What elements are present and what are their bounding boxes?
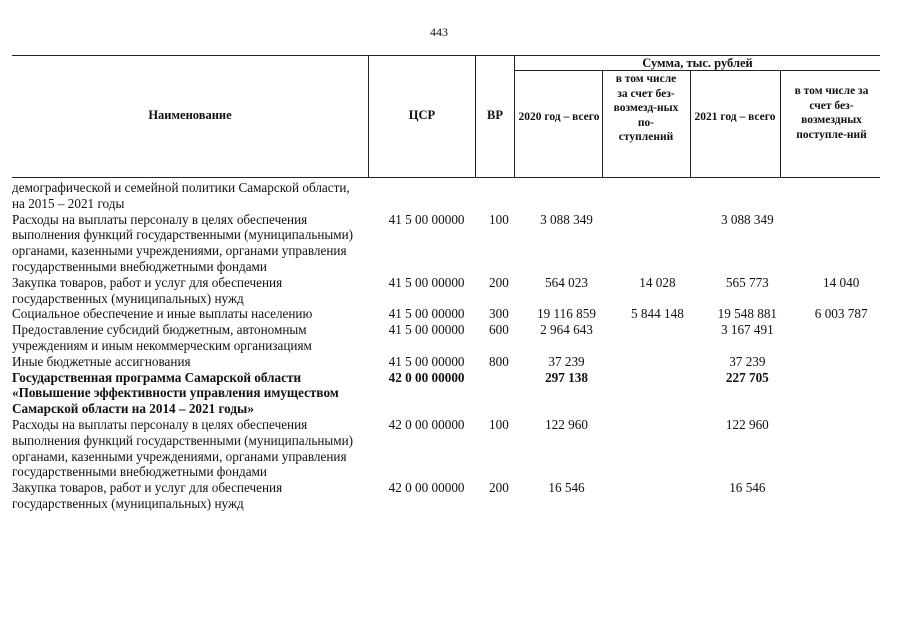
row-2020-total: 3 088 349 xyxy=(540,211,593,227)
table-row xyxy=(12,275,892,307)
row-csr: 41 5 00 00000 xyxy=(388,274,465,290)
row-vr: 200 xyxy=(489,274,509,290)
row-2021-total xyxy=(704,180,790,212)
col-header-sum-group: Сумма, тыс. рублей xyxy=(642,56,753,70)
row-name: Социальное обеспечение и иные выплаты населению xyxy=(12,306,313,322)
row-vr xyxy=(481,180,516,212)
row-2021-total: 19 548 881 xyxy=(717,306,777,322)
row-csr xyxy=(372,180,481,212)
row-2021-gratuitous xyxy=(790,354,892,370)
row-2020-total: 37 239 xyxy=(548,353,585,369)
row-2021-gratuitous xyxy=(790,370,892,417)
row-name: Предоставление субсидий бюджетным, автономным учреждениям и иным некоммерческим организациям xyxy=(12,322,312,353)
header-divider xyxy=(514,55,515,177)
col-header-2020-total: 2020 год – всего xyxy=(518,111,600,123)
row-name: демографической и семейной политики Самарской области, на 2015 – 2021 годы xyxy=(12,180,350,211)
row-2020-total: 297 138 xyxy=(545,369,588,385)
table-row xyxy=(12,306,892,322)
row-vr: 300 xyxy=(489,306,509,322)
row-csr: 42 0 00 00000 xyxy=(388,416,465,432)
col-header-name: Наименование xyxy=(148,108,232,122)
header-divider xyxy=(780,70,781,177)
row-2020-total: 2 964 643 xyxy=(540,322,593,338)
col-header-2021-gratuitous: в том числе за счет без-возмездных поступле-ний xyxy=(794,85,869,141)
row-2020-gratuitous xyxy=(610,417,704,480)
row-2020-gratuitous xyxy=(610,370,704,417)
row-2020-gratuitous xyxy=(610,354,704,370)
row-2021-gratuitous xyxy=(790,480,892,512)
row-2021-total: 565 773 xyxy=(725,274,769,290)
row-name: Расходы на выплаты персоналу в целях обеспечения выполнения функций государственными (муниципальными) органами, казенными учреждениями, органами управления государственными внебюджетными фондами xyxy=(12,416,354,480)
row-2021-total: 122 960 xyxy=(725,416,769,432)
row-csr: 41 5 00 00000 xyxy=(388,211,465,227)
table-row xyxy=(12,370,892,417)
row-csr: 41 5 00 00000 xyxy=(388,353,465,369)
row-2020-gratuitous: 14 028 xyxy=(639,274,676,290)
table-row xyxy=(12,480,892,512)
table-row xyxy=(12,417,892,480)
row-vr: 200 xyxy=(489,480,509,496)
row-2020-total xyxy=(517,180,611,212)
header-divider xyxy=(690,70,691,177)
row-2021-gratuitous xyxy=(790,322,892,354)
row-csr: 42 0 00 00000 xyxy=(388,369,465,385)
row-name: Государственная программа Самарской области «Повышение эффективности управления имуществом Самарской области на 2014 – 2021 годы» xyxy=(12,369,339,417)
col-header-2021-total: 2021 год – всего xyxy=(694,111,776,123)
table-row xyxy=(12,180,892,212)
row-2021-total: 3 088 349 xyxy=(720,211,774,227)
row-name: Закупка товаров, работ и услуг для обеспечения государственных (муниципальных) нужд xyxy=(12,274,283,306)
row-2020-gratuitous: 5 844 148 xyxy=(631,306,684,322)
header-divider xyxy=(602,70,603,177)
row-vr: 600 xyxy=(489,322,509,338)
row-vr: 800 xyxy=(489,353,509,369)
row-2021-gratuitous xyxy=(790,417,892,480)
page-number: 443 xyxy=(430,25,448,39)
table-body xyxy=(12,180,892,512)
row-csr: 41 5 00 00000 xyxy=(388,322,465,338)
row-2020-gratuitous xyxy=(610,212,704,275)
row-name: Закупка товаров, работ и услуг для обеспечения государственных (муниципальных) нужд xyxy=(12,480,283,511)
row-vr xyxy=(481,370,516,417)
table-row xyxy=(12,212,892,275)
row-csr: 41 5 00 00000 xyxy=(388,306,465,322)
row-2020-gratuitous xyxy=(610,322,704,354)
row-2021-gratuitous: 6 003 787 xyxy=(814,306,868,322)
row-2021-total: 16 546 xyxy=(729,480,766,496)
row-vr: 100 xyxy=(489,416,509,432)
row-2021-gratuitous: 14 040 xyxy=(823,274,860,290)
row-2021-gratuitous xyxy=(790,212,892,275)
row-2020-total: 564 023 xyxy=(545,274,588,290)
row-2020-total: 122 960 xyxy=(545,416,588,432)
col-header-vr: ВР xyxy=(487,108,503,122)
row-2021-total: 37 239 xyxy=(729,353,766,369)
header-bottom-rule xyxy=(12,177,880,178)
row-2021-total: 227 705 xyxy=(725,369,769,385)
row-2020-gratuitous xyxy=(610,180,704,212)
row-2020-total: 19 116 859 xyxy=(537,306,596,322)
row-name: Расходы на выплаты персоналу в целях обеспечения выполнения функций государственными (муниципальными) органами, казенными учреждениями, органами управления государственными внебюджетными фондами xyxy=(12,211,354,274)
col-header-csr: ЦСР xyxy=(408,108,436,122)
row-vr: 100 xyxy=(489,211,509,227)
table-row xyxy=(12,322,892,354)
row-2020-gratuitous xyxy=(610,480,704,512)
row-2020-total: 16 546 xyxy=(548,480,585,496)
row-2021-total: 3 167 491 xyxy=(720,322,774,338)
row-name: Иные бюджетные ассигнования xyxy=(12,353,191,369)
col-header-2020-gratuitous: в том числе за счет без-возмезд-ных по-ступлений xyxy=(613,73,679,143)
table-row xyxy=(12,354,892,370)
row-2021-gratuitous xyxy=(790,180,892,212)
row-csr: 42 0 00 00000 xyxy=(388,480,465,496)
